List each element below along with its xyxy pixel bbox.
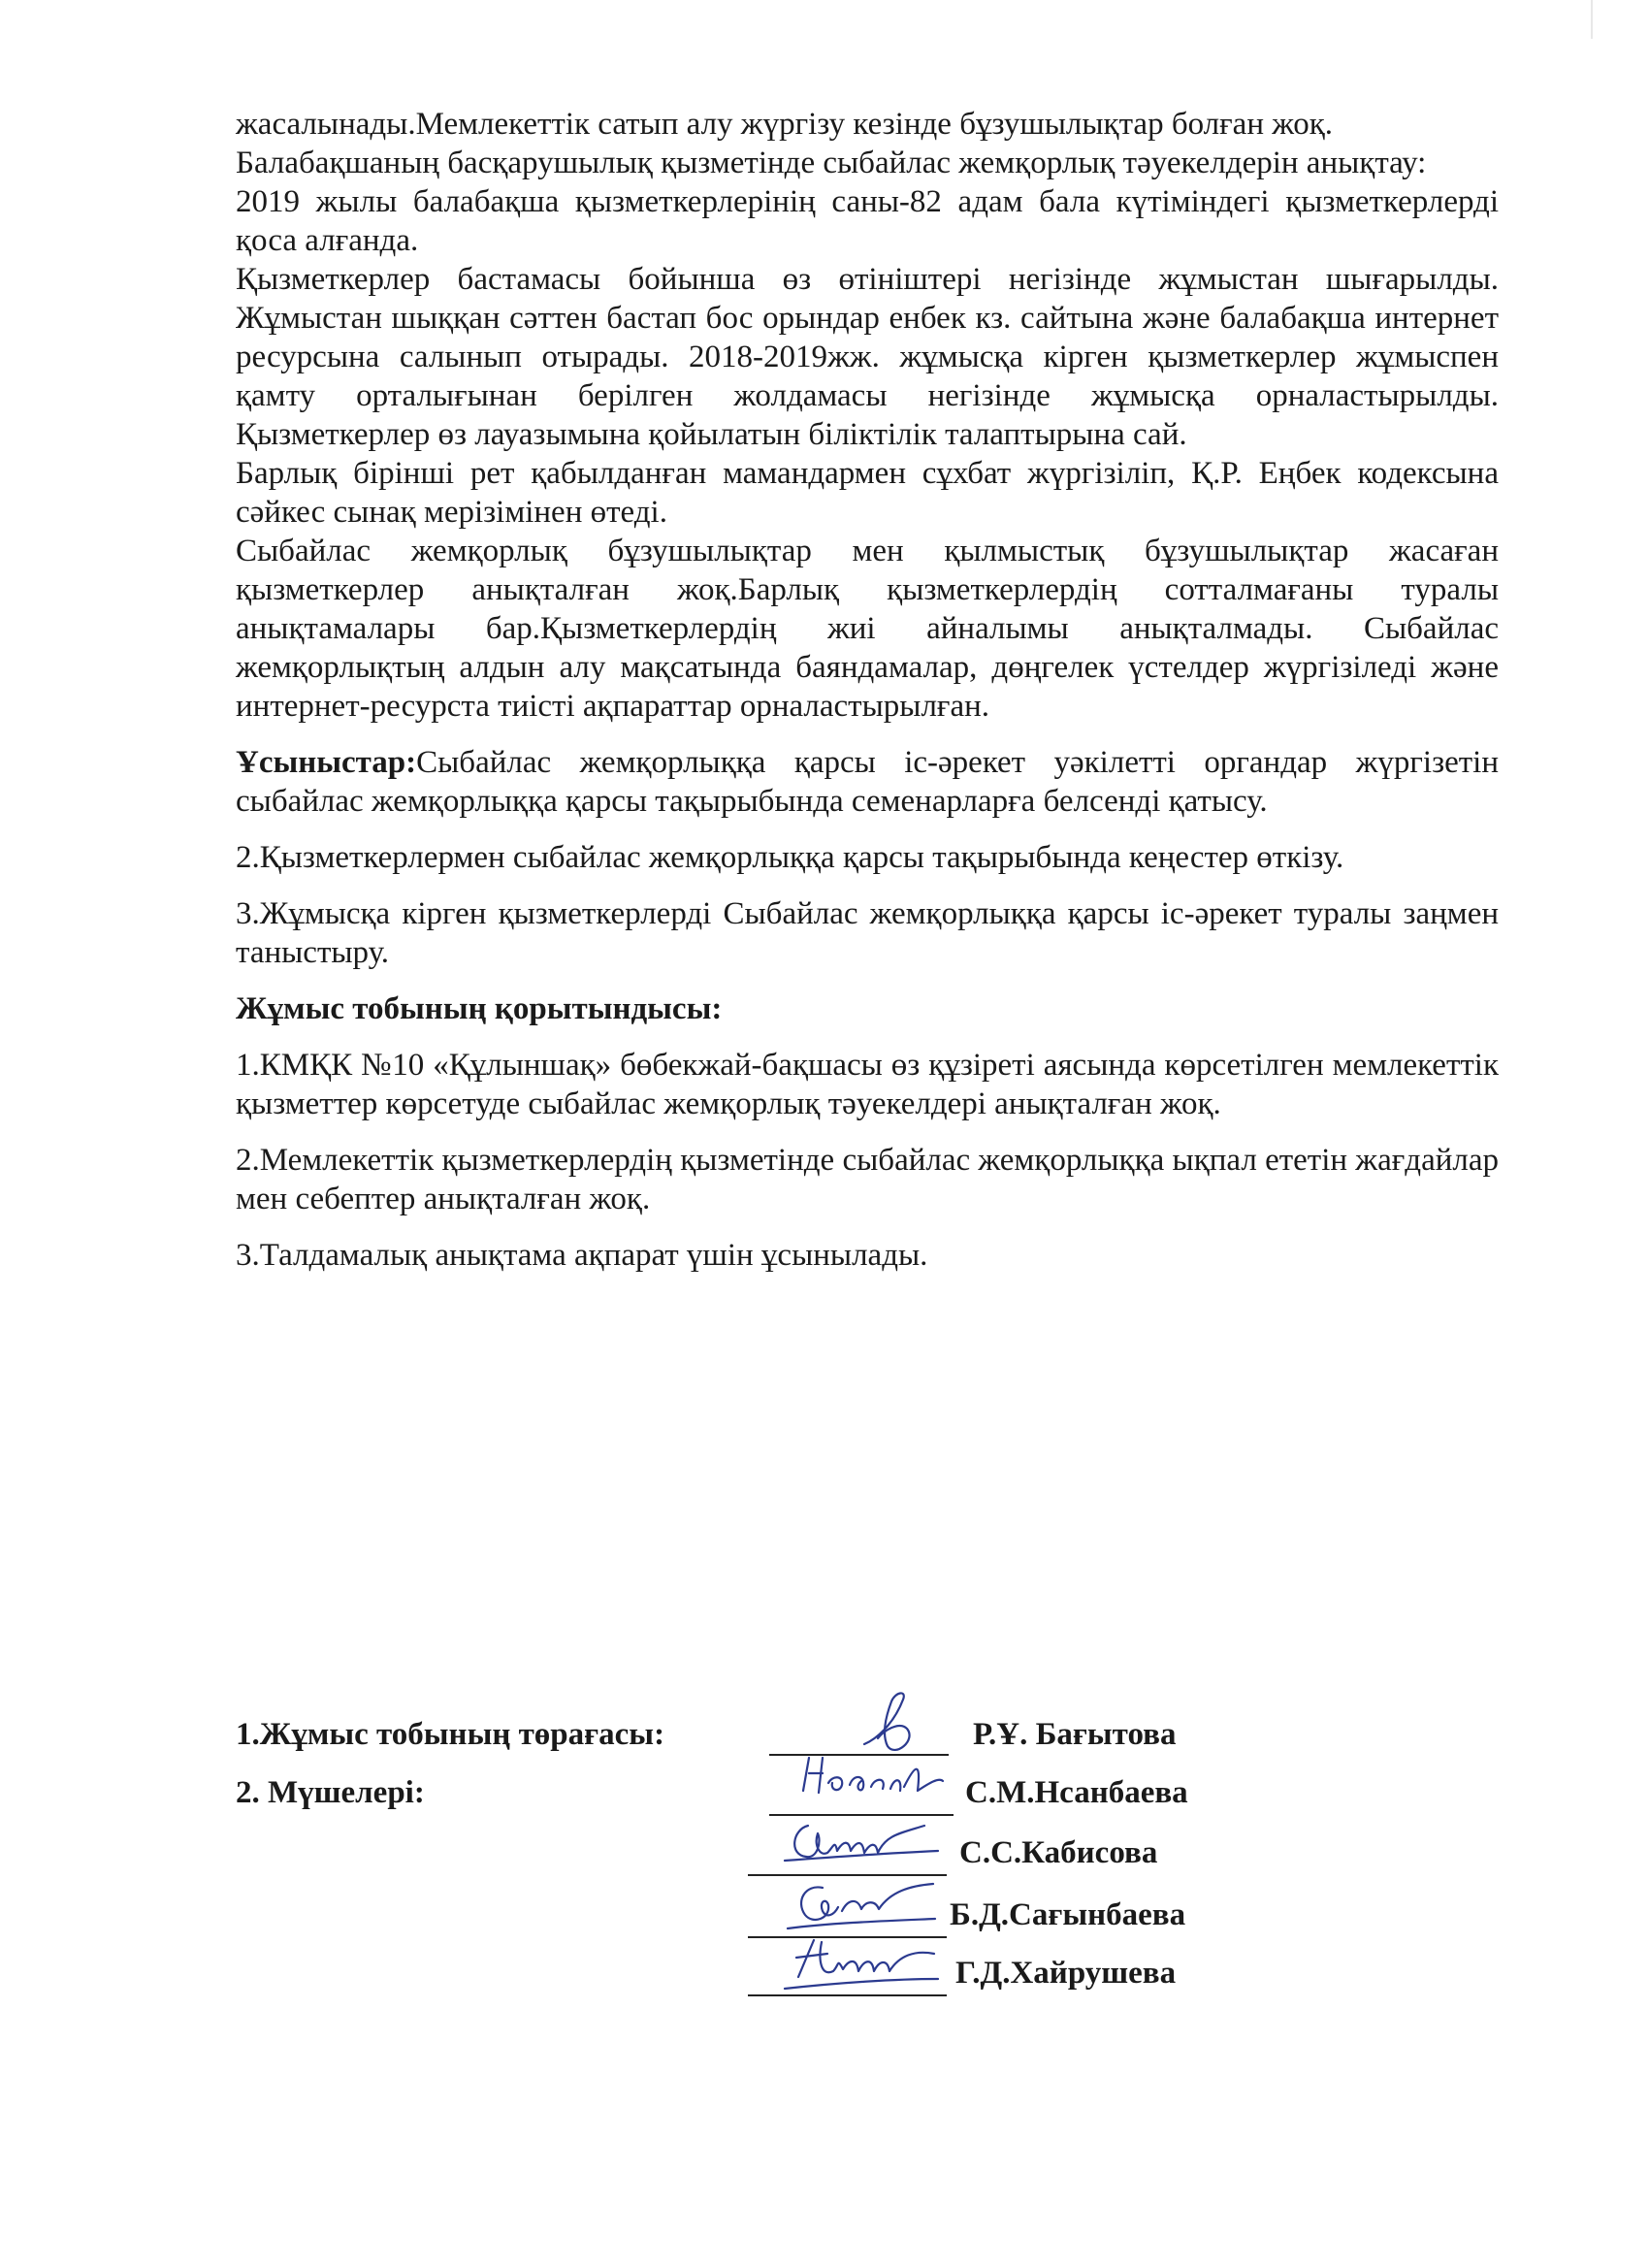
page-edge-shadow <box>1591 0 1593 39</box>
member-3-signature-image <box>784 1872 939 1936</box>
paragraph-interviews: Барлық бірінші рет қабылданған мамандармен сұхбат жүргізіліп, Қ.Р. Еңбек кодексына сәйкес сынақ мерізімінен өтеді. <box>236 456 1499 530</box>
recommendations-heading: Ұсыныстар: <box>236 745 417 780</box>
paragraph-staff-count: 2019 жылы балабақша қызметкерлерінің саны-82 адам бала күтіміндегі қызметкерлерді қоса алғанда. <box>236 184 1499 258</box>
paragraph-violations: Сыбайлас жемқорлық бұзушылықтар мен қылмыстық бұзушылықтар жасаған қызметкерлер анықталған жоқ.Барлық қызметкерлердің сотталмағаны туралы анықтамалары бар.Қызметкерлердің жиі айналымы анықталмады. Сыбайлас жемқорлықтың алдын алу мақсатында баяндамалар, дөңгелек үстелдер жүргізіледі және интернет-ресурста тиісті ақпараттар орналастырылған. <box>236 534 1499 724</box>
recommendations-item-1-text: Сыбайлас жемқорлыққа қарсы іс-әрекет уәкілетті органдар жүргізетін сыбайлас жемқорлыққа қарсы тақырыбында семенарларға белсенді қатысу. <box>236 745 1499 819</box>
member-4-signature-image <box>779 1928 944 1996</box>
conclusion-item-3: 3.Талдамалық анықтама ақпарат үшін ұсынылады. <box>236 1238 928 1273</box>
recommendations-item-1 <box>236 743 1499 821</box>
member-2-signature-image <box>779 1812 944 1872</box>
paragraph-procurement: жасалынады.Мемлекеттік сатып алу жүргізу кезінде бұзушылықтар болған жоқ. <box>236 107 1333 142</box>
conclusion-heading: Жұмыс тобының қорытындысы: <box>236 991 723 1026</box>
signature-row-member-4 <box>236 1956 1499 2004</box>
document-body <box>236 105 1499 1275</box>
paragraph-risk-intro: Балабақшаның басқарушылық қызметінде сыбайлас жемқорлық тәуекелдерін анықтау: <box>236 146 1427 180</box>
member-2-name: С.С.Кабисова <box>959 1835 1158 1870</box>
recommendations-item-2: 2.Қызметкерлермен сыбайлас жемқорлыққа қарсы тақырыбында кеңестер өткізу. <box>236 840 1344 875</box>
chair-label: 1.Жұмыс тобының төрағасы: <box>236 1717 665 1752</box>
chair-name: Р.Ұ. Бағытова <box>973 1717 1177 1752</box>
member-4-name: Г.Д.Хайрушева <box>955 1956 1177 1991</box>
paragraph-staff-turnover: Қызметкерлер бастамасы бойынша өз өтініштері негізінде жұмыстан шығарылды. Жұмыстан шыққан сәттен бастап бос орындар енбек кз. сайтына және балабақша интернет ресурсына салынып отырады. 2018-2019жж. жұмысқа кірген қызметкерлер жұмыспен қамту орталығынан берілген жолдамасы негізінде жұмысқа орналастырылды. Қызметкерлер өз лауазымына қойылатын біліктілік талаптырына сай. <box>236 262 1499 452</box>
conclusion-item-2: 2.Мемлекеттік қызметкерлердің қызметінде сыбайлас жемқорлыққа ықпал ететін жағдайлар мен себептер анықталған жоқ. <box>236 1143 1499 1216</box>
recommendations-item-3: 3.Жұмысқа кірген қызметкерлерді Сыбайлас жемқорлыққа қарсы іс-әрекет туралы заңмен таныстыру. <box>236 896 1499 970</box>
member-3-name: Б.Д.Сағынбаева <box>950 1897 1186 1932</box>
conclusion-item-1: 1.КМҚК №10 «Құлыншақ» бөбекжай-бақшасы өз құзіреті аясында көрсетілген мемлекеттік қызметтер көрсетуде сыбайлас жемқорлық тәуекелдері анықталған жоқ. <box>236 1048 1499 1121</box>
members-label: 2. Мүшелері: <box>236 1775 425 1810</box>
member-1-name: С.М.Нсанбаева <box>965 1775 1188 1810</box>
signature-block <box>236 1717 1499 2027</box>
member-1-signature-image <box>793 1748 949 1806</box>
